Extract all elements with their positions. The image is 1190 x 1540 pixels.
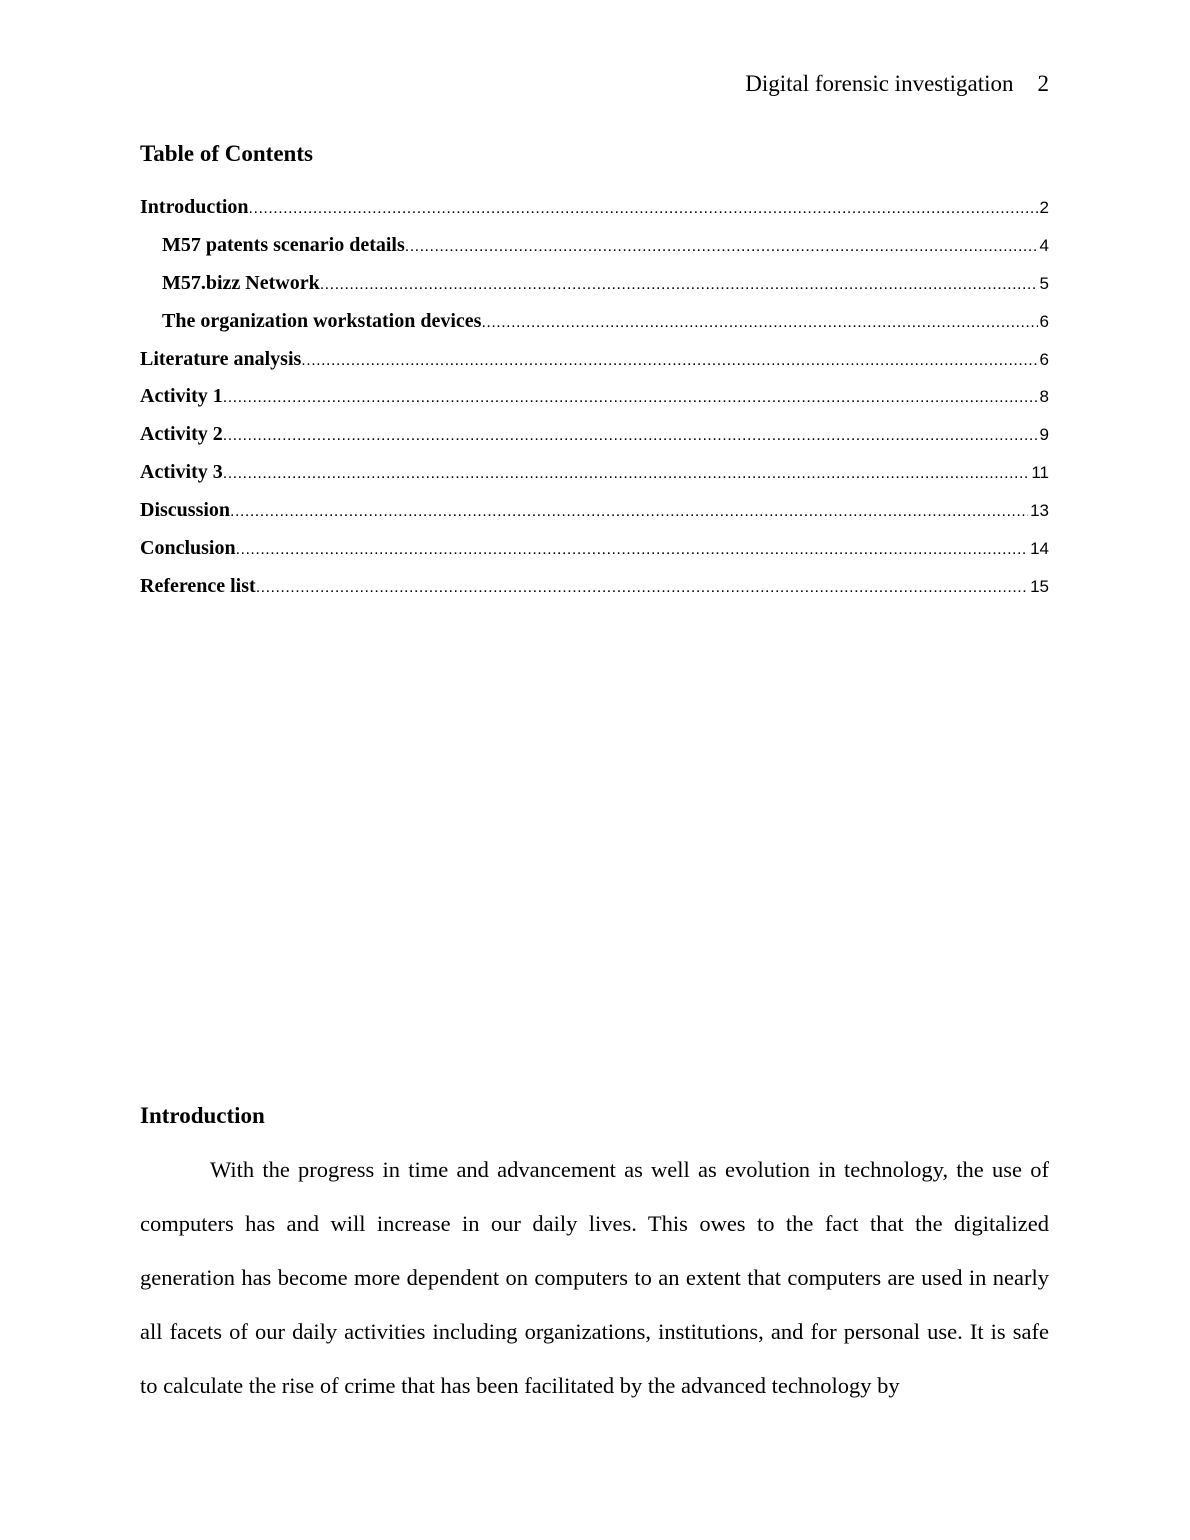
toc-entry-activity-2[interactable]: [140, 420, 1049, 458]
toc-dot-leader: [301, 347, 1037, 375]
toc-entry-label: Activity 3: [140, 461, 223, 484]
toc-dot-leader: [320, 271, 1038, 299]
toc-entry-m57-bizz-network[interactable]: [140, 269, 1049, 307]
toc-entry-label: Activity 1: [140, 385, 223, 408]
toc-dot-leader: [236, 536, 1028, 564]
toc-entry-label: Discussion: [140, 499, 231, 522]
table-of-contents: [140, 193, 1049, 610]
toc-entry-label: Reference list: [140, 574, 256, 597]
toc-entry-label: Conclusion: [140, 537, 236, 560]
toc-dot-leader: [223, 422, 1038, 450]
introduction-heading: Introduction: [140, 1103, 265, 1128]
toc-entry-page: 6: [1039, 349, 1049, 369]
toc-entry-page: 14: [1030, 539, 1049, 559]
toc-entry-discussion[interactable]: [140, 496, 1049, 534]
toc-entry-page: 13: [1030, 501, 1049, 521]
toc-dot-leader: [223, 384, 1038, 412]
running-header-title: Digital forensic investigation: [745, 71, 1014, 96]
running-header-page-number: 2: [1037, 71, 1049, 96]
toc-entry-page: 4: [1039, 235, 1049, 255]
toc-entry-label: M57 patents scenario details: [162, 233, 405, 256]
toc-entry-page: 5: [1039, 273, 1049, 293]
toc-entry-page: 15: [1030, 576, 1049, 596]
toc-title: Table of Contents: [140, 141, 313, 166]
toc-entry-introduction[interactable]: [140, 193, 1049, 231]
toc-dot-leader: [230, 498, 1028, 526]
toc-entry-label: Literature analysis: [140, 347, 302, 370]
toc-entry-activity-1[interactable]: [140, 382, 1049, 420]
toc-entry-label: The organization workstation devices: [162, 309, 482, 332]
toc-entry-page: 6: [1039, 311, 1049, 331]
toc-entry-page: 2: [1039, 198, 1049, 217]
toc-entry-m57-patents-scenario-details[interactable]: [140, 231, 1049, 269]
toc-entry-page: 11: [1031, 463, 1049, 483]
toc-entry-page: 9: [1039, 425, 1049, 445]
toc-entry-literature-analysis[interactable]: [140, 345, 1049, 383]
toc-dot-leader: [481, 309, 1037, 337]
toc-dot-leader: [256, 574, 1028, 602]
toc-entry-conclusion[interactable]: [140, 534, 1049, 572]
toc-entry-label: M57.bizz Network: [162, 271, 320, 294]
toc-entry-organization-workstation-devices[interactable]: [140, 307, 1049, 345]
toc-entry-activity-3[interactable]: [140, 458, 1049, 496]
toc-entry-page: 8: [1039, 387, 1049, 407]
running-header: [745, 70, 1049, 98]
toc-dot-leader: [405, 233, 1038, 261]
toc-entry-label: Introduction: [140, 196, 249, 218]
toc-entry-label: Activity 2: [140, 423, 223, 446]
introduction-paragraph: With the progress in time and advancement as well as evolution in technology, the use of computers has and will increase in our daily lives. This owes to the fact that the digitalized generation has become more dependent on computers to an extent that computers are used in nearly all facets of our daily activities including organizations, institutions, and for personal use. It is safe to calculate the rise of crime that has been facilitated by the advanced technology by: [140, 1157, 1049, 1398]
toc-dot-leader: [249, 195, 1038, 223]
toc-dot-leader: [223, 460, 1030, 488]
toc-entry-reference-list[interactable]: [140, 572, 1049, 610]
